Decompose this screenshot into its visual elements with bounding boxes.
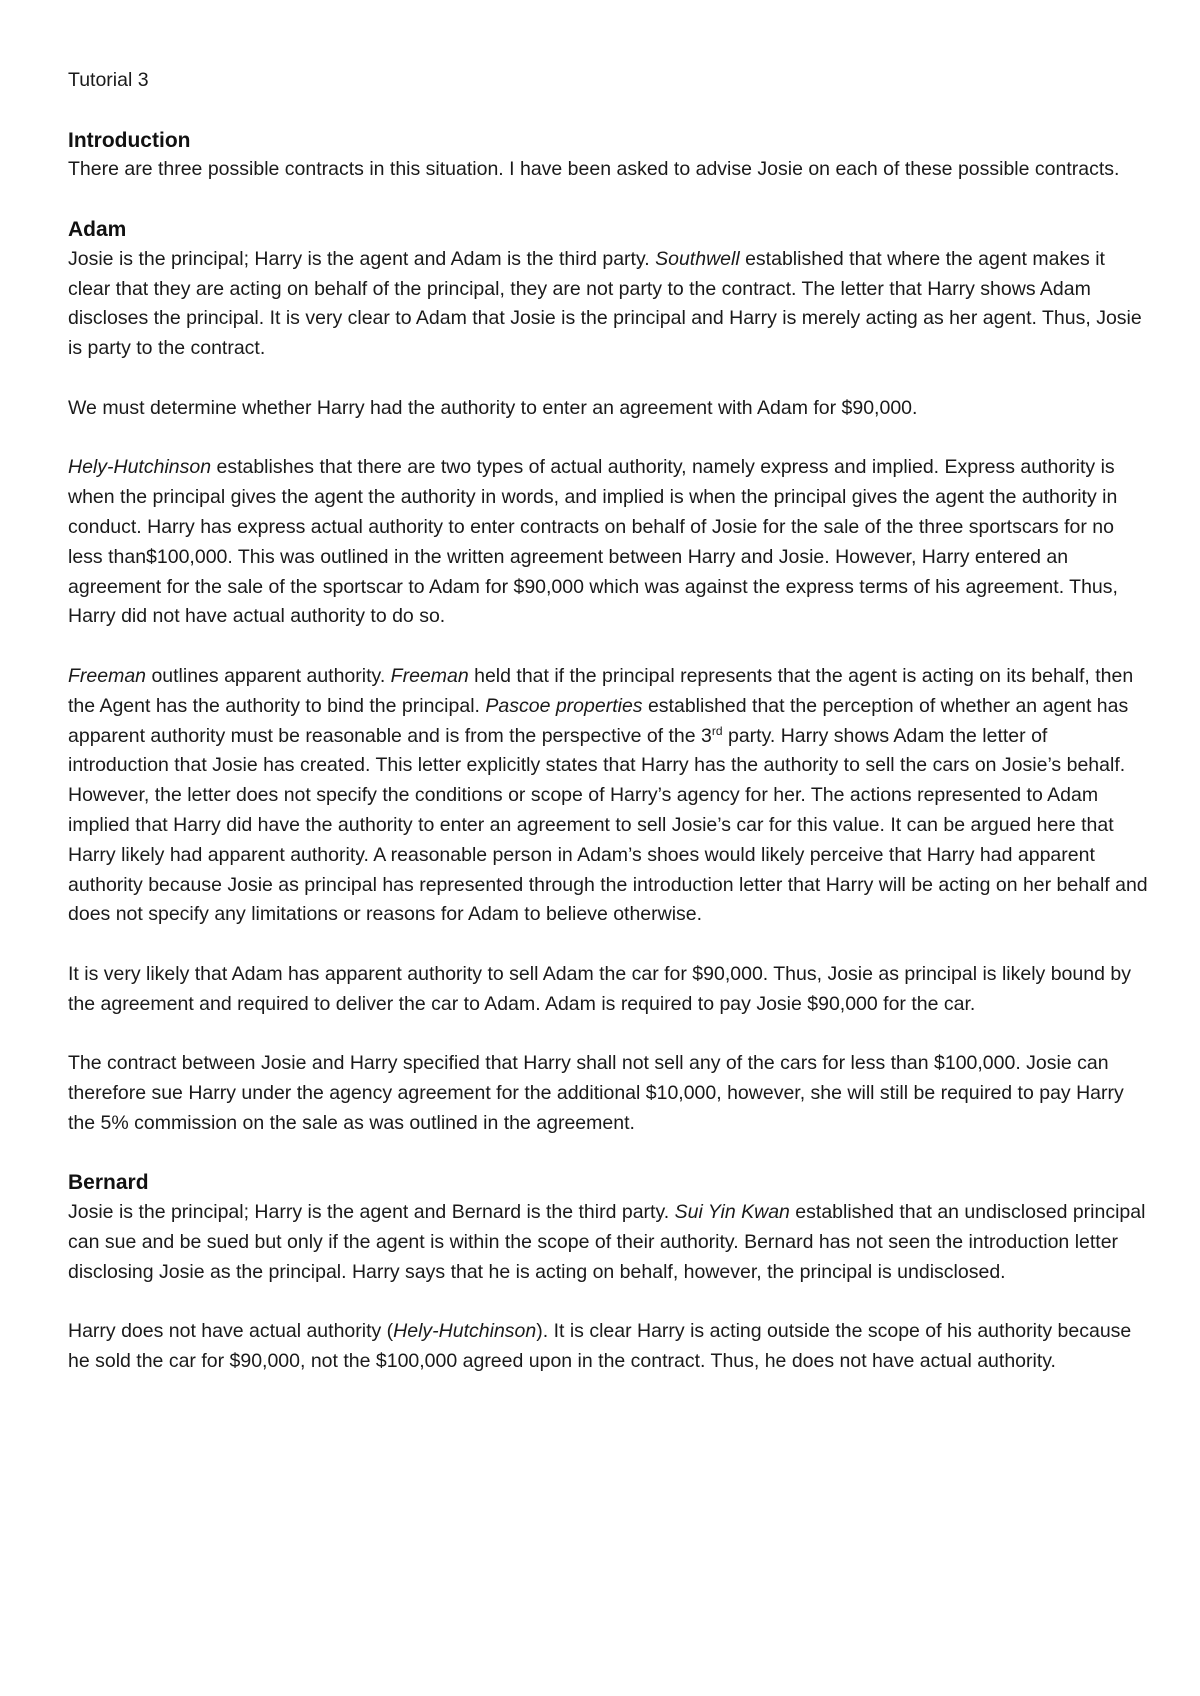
adam-p2-text: We must determine whether Harry had the authority to enter an agreement with Adam for $90,000. [68,396,918,419]
adam-p3-text: establishes that there are two types of actual authority, namely express and implied. Express authority is when the principal gives the agent the authority in words, and implied is when the principal gives the agent the authority in conduct. Harry has express actual authority to enter contracts on behalf of Josie for the sale of the three sportscars for no less than$100,000. This was outlined in the written agreement between Harry and Josie. However, Harry entered an agreement for the sale of the sportscar to Adam for $90,000 which was against the express terms of his agreement. Thus, Harry did not have actual authority to do so. [68,456,1118,628]
adam-paragraph-2 [68,394,1148,424]
bernard-p1-text-a: Josie is the principal; Harry is the agent and Bernard is the third party. [68,1201,675,1224]
adam-paragraph-6 [68,1049,1148,1138]
bernard-p2-text-a: Harry does not have actual authority ( [68,1320,394,1343]
case-name-hely-hutchinson: Hely-Hutchinson [68,456,212,479]
adam-paragraph-5 [68,960,1148,1020]
bernard-p1-text-b: established that an undisclosed principal can sue and be sued but only if the agent is within the scope of their authority. Bernard has not seen the introduction letter disclosing Josie as the principal. Harry says that he is acting on behalf, however, the principal is undisclosed. [68,1201,1146,1283]
case-name-freeman-2: Freeman [390,664,469,687]
intro-paragraph [68,155,1148,185]
document-title: Tutorial 3 [68,69,149,91]
case-name-sui-yin-kwan: Sui Yin Kwan [674,1201,790,1224]
heading-introduction: Introduction [68,128,191,152]
bernard-paragraph-2 [68,1317,1148,1377]
adam-p4-text-b: outlines apparent authority. [146,664,391,687]
heading-bernard: Bernard [68,1171,149,1195]
adam-p6-text: The contract between Josie and Harry specified that Harry shall not sell any of the cars for less than $100,000. Josie can therefore sue Harry under the agency agreement for the additional $10,000, however, she will still be required to pay Harry the 5% commission on the sale as was outlined in the agreement. [68,1052,1124,1134]
adam-p4-text-c: held that if the principal represents that the agent is acting on its behalf, then the Agent has the authority to bind the principal. [68,664,1134,717]
ordinal-superscript: rd [711,723,723,738]
adam-p1-text-b: established that where the agent makes it clear that they are acting on behalf of the principal, they are not party to the contract. The letter that Harry shows Adam discloses the principal. It is very clear to Adam that Josie is the principal and Harry is merely acting as her agent. Thus, Josie is party to the contract. [68,247,1142,360]
adam-p4-text-d: established that the perception of whether an agent has apparent authority must be reasonable and is from the perspective of the 3 [68,694,1129,747]
adam-paragraph-4 [68,662,1148,930]
adam-p1-text-a: Josie is the principal; Harry is the agent and Adam is the third party. [68,247,656,270]
heading-adam: Adam [68,217,127,241]
case-name-pascoe-properties: Pascoe properties [485,694,643,717]
case-name-freeman: Freeman [68,664,147,687]
document-page [68,66,1148,1407]
case-name-hely-hutchinson-2: Hely-Hutchinson [393,1320,537,1343]
adam-paragraph-3 [68,453,1148,632]
bernard-p2-text-b: ). It is clear Harry is acting outside the scope of his authority because he sold the car for $90,000, not the $100,000 agreed upon in the contract. Thus, he does not have actual authority. [68,1320,1132,1373]
adam-paragraph-1 [68,245,1148,364]
intro-text: There are three possible contracts in this situation. I have been asked to advise Josie on each of these possible contracts. [68,158,1120,181]
adam-p4-text-e: party. Harry shows Adam the letter of introduction that Josie has created. This letter explicitly states that Harry has the authority to sell the cars on Josie’s behalf. However, the letter does not specify the conditions or scope of Harry’s agency for her. The actions represented to Adam implied that Harry did have the authority to enter an agreement to sell Josie’s car for this value. It can be argued here that Harry likely had apparent authority. A reasonable person in Adam’s shoes would likely perceive that Harry had apparent authority because Josie as principal has represented through the introduction letter that Harry will be acting on her behalf and does not specify any limitations or reasons for Adam to believe otherwise. [68,724,1148,926]
adam-p5-text: It is very likely that Adam has apparent authority to sell Adam the car for $90,000. Thus, Josie as principal is likely bound by the agreement and required to deliver the car to Adam. Adam is required to pay Josie $90,000 for the car. [68,962,1131,1015]
case-name-southwell: Southwell [655,247,740,270]
bernard-paragraph-1 [68,1198,1148,1287]
